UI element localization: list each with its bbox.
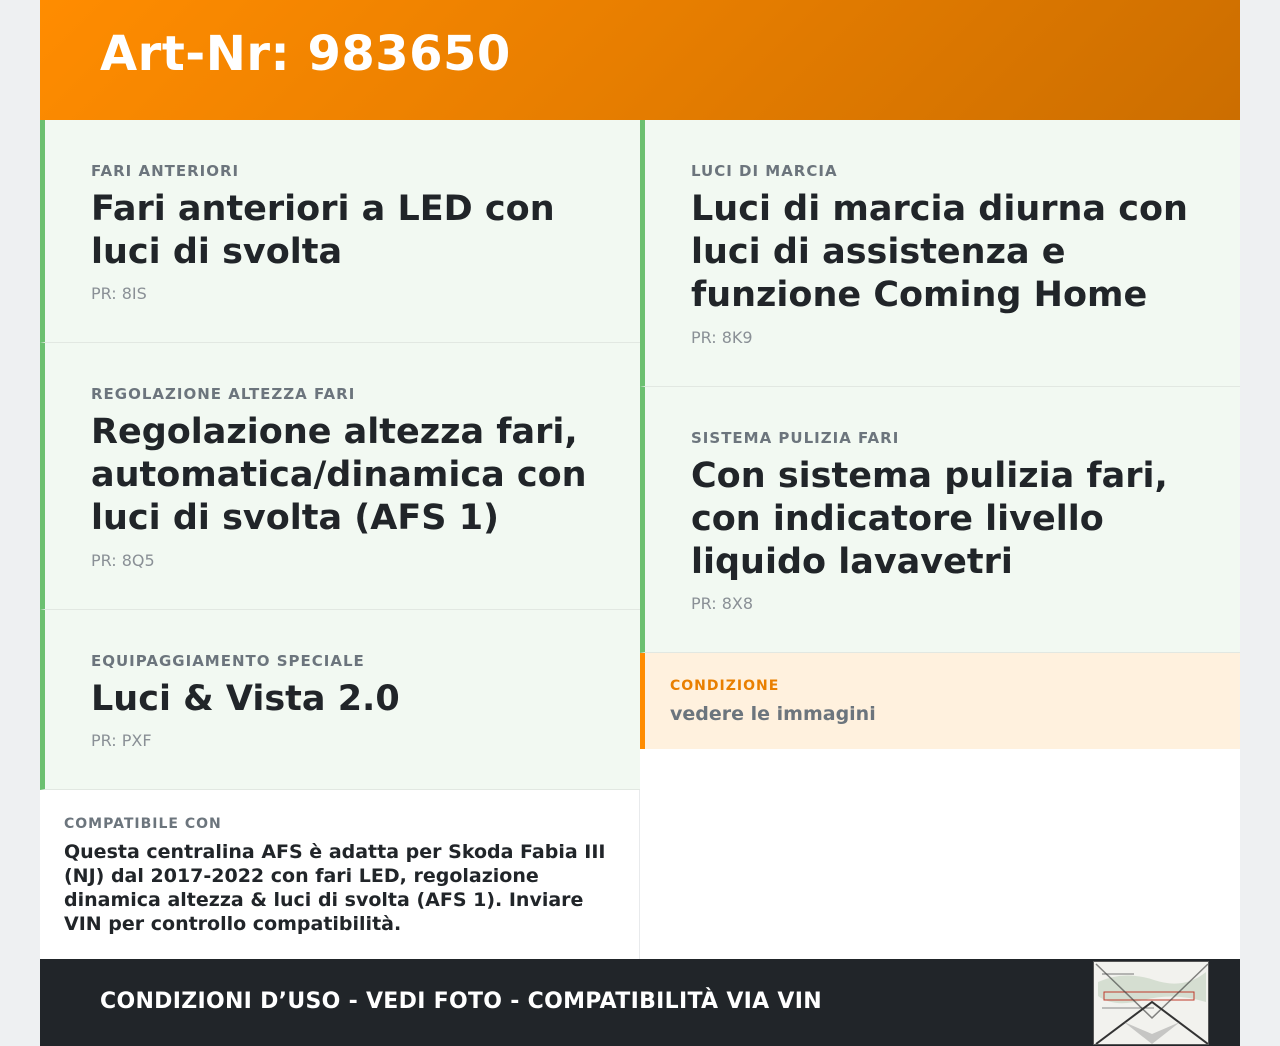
condition-value: vedere le immagini — [670, 703, 876, 725]
feature-category: LUCI DI MARCIA — [691, 162, 838, 180]
feature-pr-code: PR: 8X8 — [691, 594, 754, 613]
feature-category: SISTEMA PULIZIA FARI — [691, 429, 900, 447]
product-sheet — [40, 0, 1240, 1046]
footer-links: CONDIZIONI D’USO - VEDI FOTO - COMPATIBILITÀ VIA VIN — [100, 989, 822, 1014]
feature-card — [40, 120, 640, 343]
feature-category: FARI ANTERIORI — [91, 162, 240, 180]
feature-title: Regolazione altezza fari, automatica/dinamica con luci di svolta (AFS 1) — [91, 412, 587, 538]
feature-card — [640, 120, 1240, 387]
compatibility-section — [40, 790, 640, 959]
feature-title: Con sistema pulizia fari, con indicatore livello liquido lavavetri — [691, 456, 1168, 582]
compatibility-label: COMPATIBILE CON — [64, 816, 222, 832]
article-number-title: Art-Nr: 983650 — [100, 26, 511, 82]
feature-title: Luci & Vista 2.0 — [91, 679, 400, 719]
header-banner — [40, 0, 1240, 120]
feature-category: EQUIPAGGIAMENTO SPECIALE — [91, 652, 365, 670]
compatibility-text: Questa centralina AFS è adatta per Skoda Fabia III (NJ) dal 2017-2022 con fari LED, regolazione dinamica altezza & luci di svolta (AFS 1). Inviare VIN per controllo compatibilità. — [64, 841, 606, 935]
feature-category: REGOLAZIONE ALTEZZA FARI — [91, 385, 356, 403]
feature-pr-code: PR: 8IS — [91, 284, 147, 303]
envelope-stamp-image — [1093, 961, 1209, 1045]
condition-box — [640, 653, 1240, 749]
feature-card — [640, 387, 1240, 653]
feature-pr-code: PR: PXF — [91, 731, 152, 750]
feature-title: Fari anteriori a LED con luci di svolta — [91, 189, 555, 272]
feature-pr-code: PR: 8Q5 — [91, 551, 155, 570]
envelope-icon — [1094, 962, 1209, 1045]
condition-label: CONDIZIONE — [670, 678, 780, 694]
feature-card — [40, 343, 640, 610]
footer — [40, 959, 1240, 1046]
feature-card — [40, 610, 640, 790]
feature-title: Luci di marcia diurna con luci di assistenza e funzione Coming Home — [691, 189, 1188, 315]
feature-pr-code: PR: 8K9 — [691, 328, 753, 347]
